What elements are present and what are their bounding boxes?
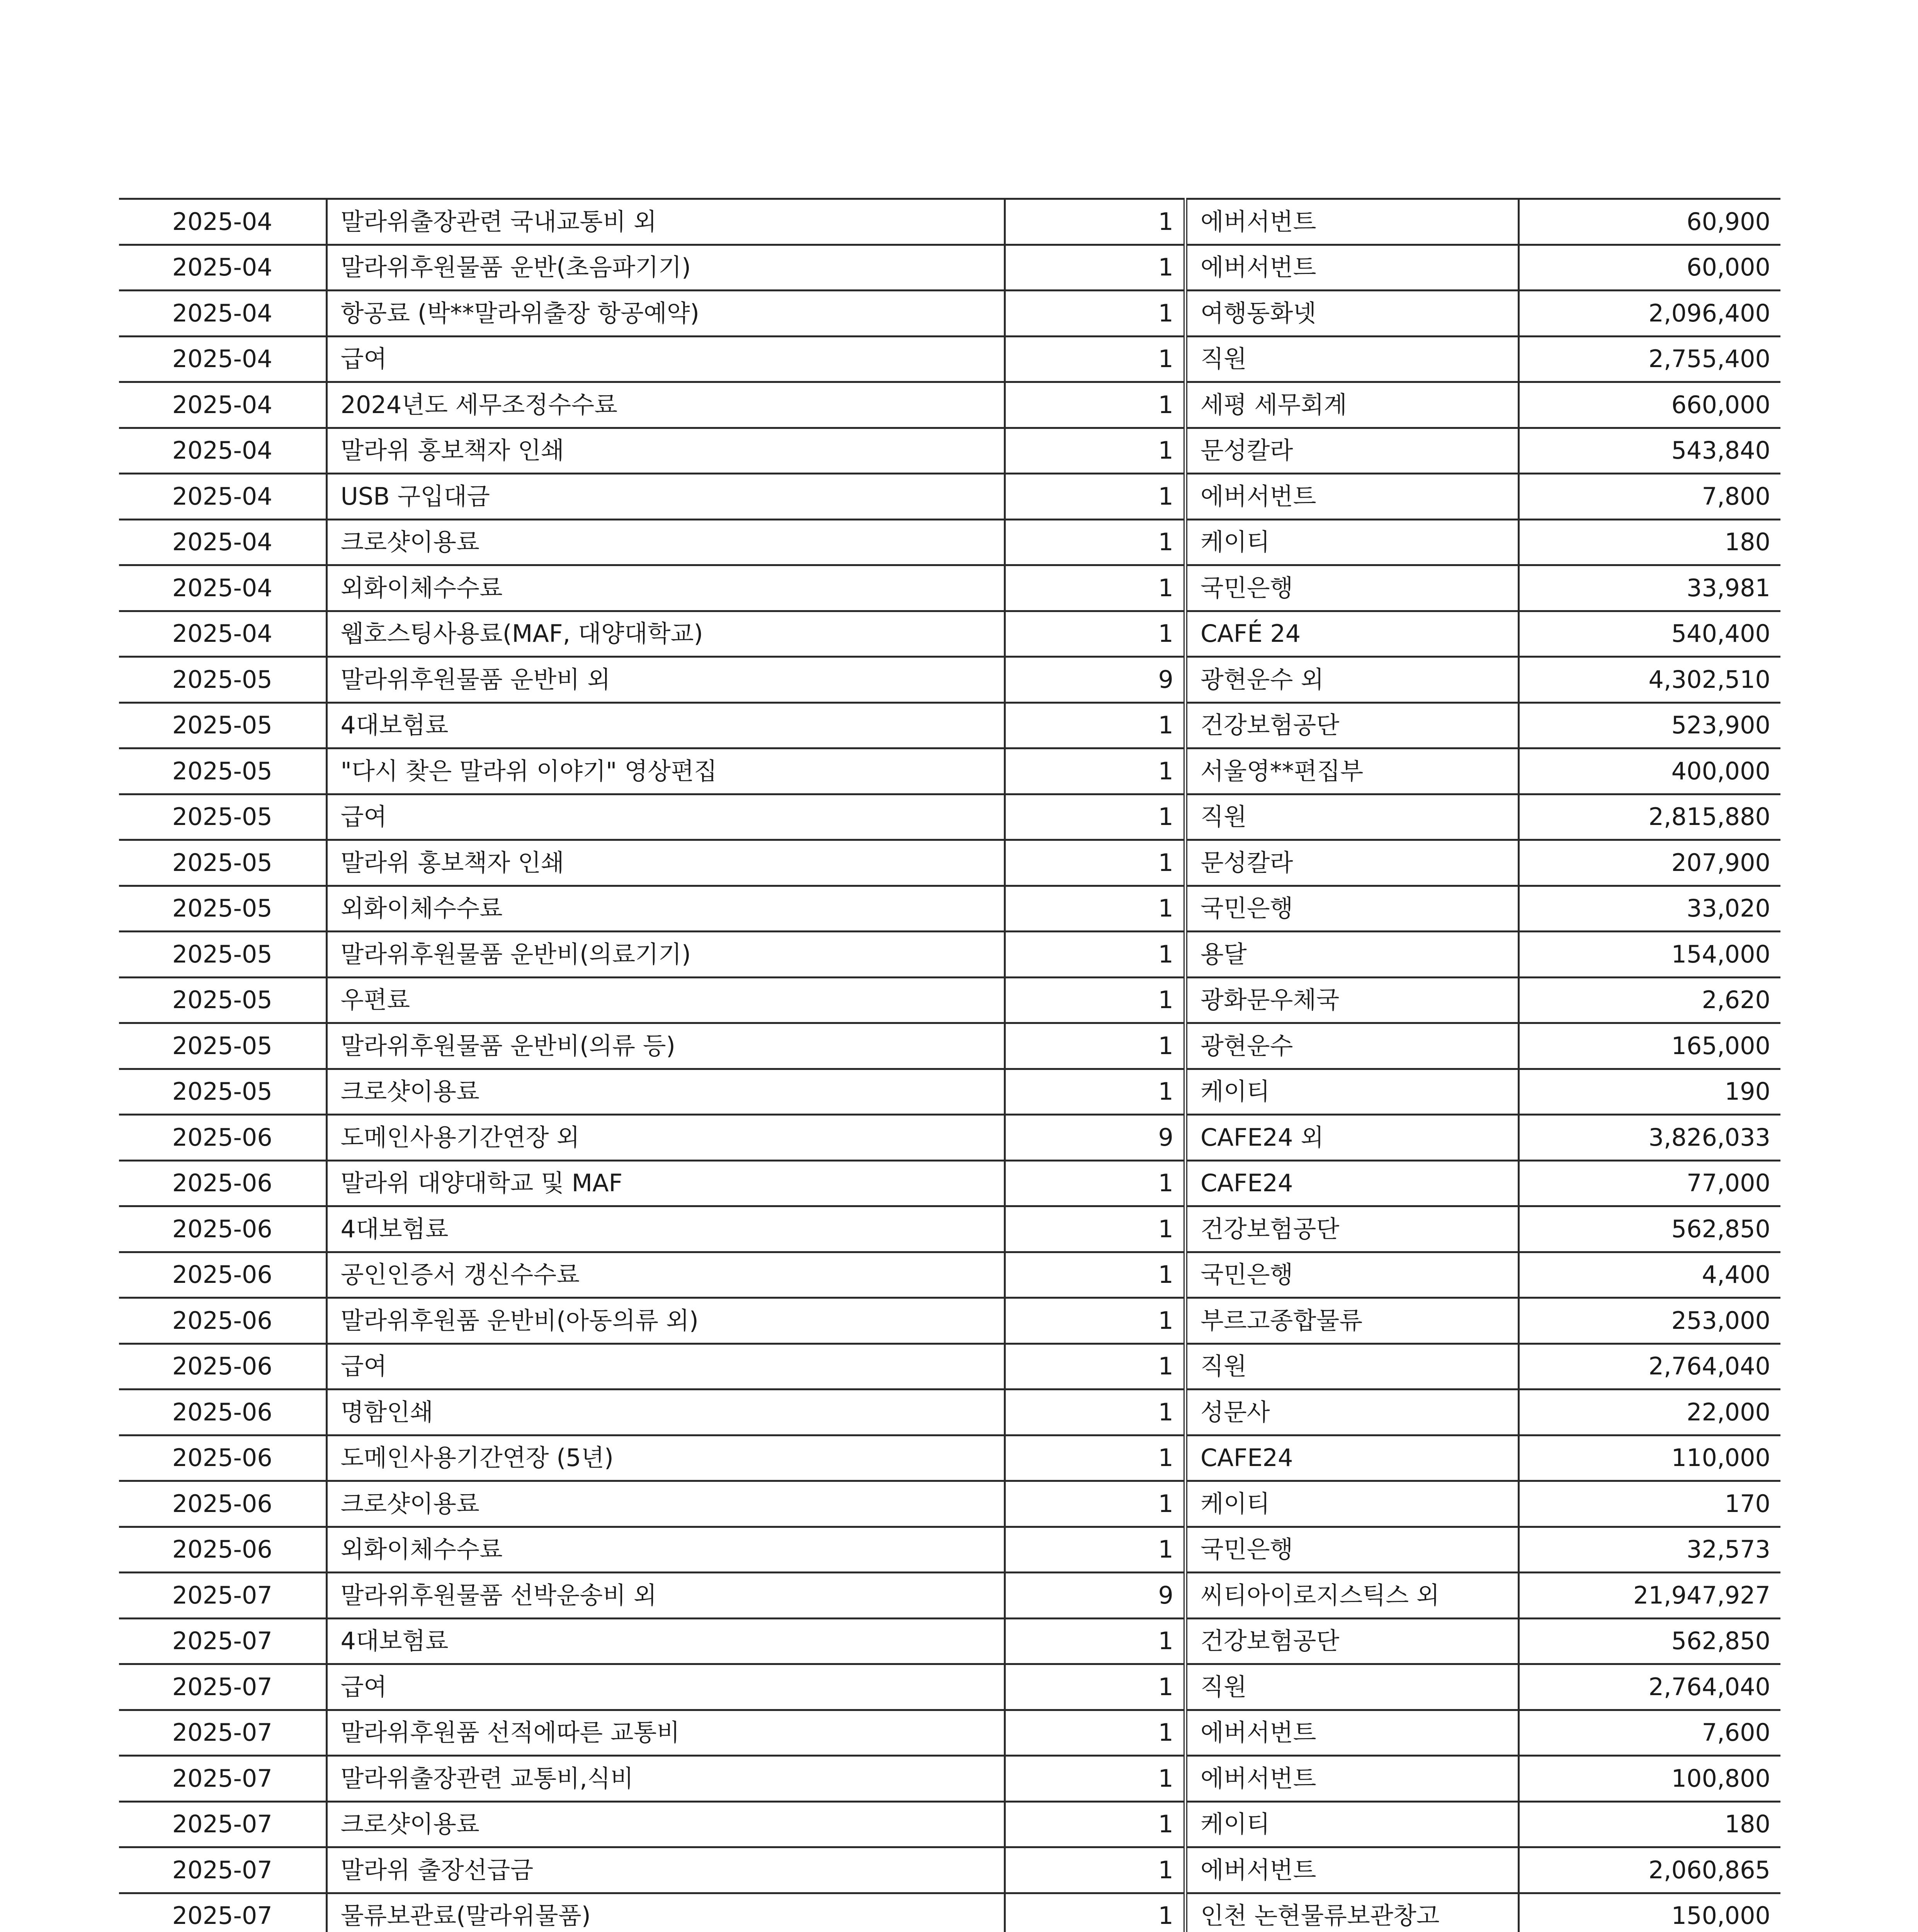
- vendor-cell: 건강보험공단: [1185, 702, 1518, 748]
- month-cell: 2025-04: [119, 291, 326, 337]
- table-row: [119, 794, 1780, 840]
- vendor-cell: 건강보험공단: [1185, 1618, 1518, 1664]
- vendor-cell: 국민은행: [1185, 886, 1518, 932]
- table-row: [119, 1115, 1780, 1161]
- description-cell: 외화이체수수료: [326, 886, 1005, 932]
- amount-cell: 21,947,927: [1518, 1573, 1780, 1619]
- amount-cell: 7,600: [1518, 1710, 1780, 1756]
- description-cell: 말라위후원물품 운반비 외: [326, 657, 1005, 703]
- table-row: [119, 1710, 1780, 1756]
- description-cell: 명함인쇄: [326, 1389, 1005, 1435]
- month-cell: 2025-07: [119, 1710, 326, 1756]
- vendor-cell: 문성칼라: [1185, 840, 1518, 886]
- description-cell: 말라위후원품 운반비(아동의류 외): [326, 1298, 1005, 1344]
- description-cell: 4대보험료: [326, 1618, 1005, 1664]
- count-cell: 1: [1005, 748, 1185, 794]
- table-row: [119, 1527, 1780, 1573]
- description-cell: 항공료 (박**말라위출장 항공예약): [326, 291, 1005, 337]
- amount-cell: 33,981: [1518, 565, 1780, 611]
- table-row: [119, 702, 1780, 748]
- description-cell: 급여: [326, 1344, 1005, 1389]
- count-cell: 1: [1005, 1664, 1185, 1710]
- vendor-cell: 건강보험공단: [1185, 1206, 1518, 1252]
- vendor-cell: 케이티: [1185, 1801, 1518, 1847]
- table-row: [119, 1756, 1780, 1802]
- description-cell: USB 구입대금: [326, 474, 1005, 520]
- count-cell: 1: [1005, 1252, 1185, 1298]
- amount-cell: 2,764,040: [1518, 1344, 1780, 1389]
- count-cell: 1: [1005, 977, 1185, 1023]
- count-cell: 1: [1005, 565, 1185, 611]
- month-cell: 2025-07: [119, 1573, 326, 1619]
- count-cell: 1: [1005, 1298, 1185, 1344]
- description-cell: 말라위 대양대학교 및 MAF: [326, 1160, 1005, 1206]
- amount-cell: 523,900: [1518, 702, 1780, 748]
- count-cell: 1: [1005, 1206, 1185, 1252]
- month-cell: 2025-06: [119, 1344, 326, 1389]
- count-cell: 1: [1005, 245, 1185, 291]
- count-cell: 1: [1005, 382, 1185, 428]
- count-cell: 1: [1005, 1710, 1185, 1756]
- month-cell: 2025-04: [119, 565, 326, 611]
- table-row: [119, 886, 1780, 932]
- amount-cell: 60,900: [1518, 199, 1780, 245]
- description-cell: 말라위출장관련 국내교통비 외: [326, 199, 1005, 245]
- description-cell: 말라위후원물품 운반비(의류 등): [326, 1023, 1005, 1069]
- month-cell: 2025-06: [119, 1298, 326, 1344]
- count-cell: 1: [1005, 1023, 1185, 1069]
- month-cell: 2025-05: [119, 840, 326, 886]
- month-cell: 2025-06: [119, 1206, 326, 1252]
- month-cell: 2025-06: [119, 1252, 326, 1298]
- amount-cell: 562,850: [1518, 1618, 1780, 1664]
- amount-cell: 2,815,880: [1518, 794, 1780, 840]
- vendor-cell: 용달: [1185, 932, 1518, 978]
- amount-cell: 165,000: [1518, 1023, 1780, 1069]
- table-row: [119, 1664, 1780, 1710]
- month-cell: 2025-06: [119, 1160, 326, 1206]
- count-cell: 1: [1005, 1160, 1185, 1206]
- month-cell: 2025-05: [119, 886, 326, 932]
- month-cell: 2025-05: [119, 1069, 326, 1115]
- description-cell: 말라위후원물품 운반(초음파기기): [326, 245, 1005, 291]
- amount-cell: 190: [1518, 1069, 1780, 1115]
- amount-cell: 170: [1518, 1481, 1780, 1527]
- table-row: [119, 1298, 1780, 1344]
- amount-cell: 253,000: [1518, 1298, 1780, 1344]
- amount-cell: 77,000: [1518, 1160, 1780, 1206]
- count-cell: 1: [1005, 932, 1185, 978]
- table-row: [119, 840, 1780, 886]
- count-cell: 9: [1005, 1573, 1185, 1619]
- vendor-cell: 문성칼라: [1185, 428, 1518, 474]
- description-cell: 외화이체수수료: [326, 1527, 1005, 1573]
- amount-cell: 154,000: [1518, 932, 1780, 978]
- count-cell: 1: [1005, 1756, 1185, 1802]
- table-row: [119, 474, 1780, 520]
- amount-cell: 400,000: [1518, 748, 1780, 794]
- table-row: [119, 1618, 1780, 1664]
- month-cell: 2025-05: [119, 977, 326, 1023]
- count-cell: 1: [1005, 1847, 1185, 1893]
- table-row: [119, 199, 1780, 245]
- description-cell: 도메인사용기간연장 외: [326, 1115, 1005, 1161]
- table-row: [119, 1435, 1780, 1481]
- vendor-cell: 직원: [1185, 336, 1518, 382]
- vendor-cell: 광화문우체국: [1185, 977, 1518, 1023]
- table-row: [119, 382, 1780, 428]
- count-cell: 1: [1005, 1481, 1185, 1527]
- table-row: [119, 1573, 1780, 1619]
- vendor-cell: 케이티: [1185, 1481, 1518, 1527]
- month-cell: 2025-07: [119, 1756, 326, 1802]
- amount-cell: 180: [1518, 519, 1780, 565]
- count-cell: 9: [1005, 1115, 1185, 1161]
- description-cell: 공인인증서 갱신수수료: [326, 1252, 1005, 1298]
- month-cell: 2025-07: [119, 1893, 326, 1932]
- month-cell: 2025-04: [119, 428, 326, 474]
- month-cell: 2025-06: [119, 1527, 326, 1573]
- table-row: [119, 1023, 1780, 1069]
- table-row: [119, 565, 1780, 611]
- vendor-cell: 케이티: [1185, 1069, 1518, 1115]
- table-row: [119, 1344, 1780, 1389]
- count-cell: 1: [1005, 886, 1185, 932]
- description-cell: 2024년도 세무조정수수료: [326, 382, 1005, 428]
- count-cell: 1: [1005, 519, 1185, 565]
- table-row: [119, 1893, 1780, 1932]
- month-cell: 2025-07: [119, 1801, 326, 1847]
- month-cell: 2025-05: [119, 702, 326, 748]
- count-cell: 1: [1005, 474, 1185, 520]
- description-cell: 말라위후원물품 운반비(의료기기): [326, 932, 1005, 978]
- month-cell: 2025-06: [119, 1389, 326, 1435]
- month-cell: 2025-05: [119, 932, 326, 978]
- amount-cell: 22,000: [1518, 1389, 1780, 1435]
- table-row: [119, 657, 1780, 703]
- vendor-cell: 직원: [1185, 794, 1518, 840]
- count-cell: 1: [1005, 428, 1185, 474]
- count-cell: 1: [1005, 1069, 1185, 1115]
- vendor-cell: 직원: [1185, 1664, 1518, 1710]
- count-cell: 1: [1005, 199, 1185, 245]
- amount-cell: 7,800: [1518, 474, 1780, 520]
- month-cell: 2025-04: [119, 519, 326, 565]
- table-row: [119, 977, 1780, 1023]
- expense-table: [119, 198, 1780, 1932]
- vendor-cell: CAFE24 외: [1185, 1115, 1518, 1161]
- description-cell: 말라위후원물품 선박운송비 외: [326, 1573, 1005, 1619]
- count-cell: 1: [1005, 1435, 1185, 1481]
- month-cell: 2025-06: [119, 1435, 326, 1481]
- table-row: [119, 1481, 1780, 1527]
- vendor-cell: 에버서번트: [1185, 1756, 1518, 1802]
- vendor-cell: 에버서번트: [1185, 245, 1518, 291]
- table-row: [119, 1160, 1780, 1206]
- month-cell: 2025-04: [119, 474, 326, 520]
- vendor-cell: CAFE24: [1185, 1160, 1518, 1206]
- vendor-cell: 부르고종합물류: [1185, 1298, 1518, 1344]
- vendor-cell: 씨티아이로지스틱스 외: [1185, 1573, 1518, 1619]
- description-cell: 크로샷이용료: [326, 519, 1005, 565]
- vendor-cell: 국민은행: [1185, 1252, 1518, 1298]
- amount-cell: 543,840: [1518, 428, 1780, 474]
- vendor-cell: 여행동화넷: [1185, 291, 1518, 337]
- description-cell: 4대보험료: [326, 1206, 1005, 1252]
- month-cell: 2025-04: [119, 336, 326, 382]
- amount-cell: 180: [1518, 1801, 1780, 1847]
- amount-cell: 4,302,510: [1518, 657, 1780, 703]
- table-row: [119, 1206, 1780, 1252]
- vendor-cell: 에버서번트: [1185, 474, 1518, 520]
- vendor-cell: 케이티: [1185, 519, 1518, 565]
- description-cell: 크로샷이용료: [326, 1801, 1005, 1847]
- table-row: [119, 932, 1780, 978]
- table-row: [119, 1252, 1780, 1298]
- description-cell: 급여: [326, 794, 1005, 840]
- vendor-cell: CAFE24: [1185, 1435, 1518, 1481]
- amount-cell: 207,900: [1518, 840, 1780, 886]
- count-cell: 1: [1005, 1801, 1185, 1847]
- table-row: [119, 1389, 1780, 1435]
- amount-cell: 2,755,400: [1518, 336, 1780, 382]
- month-cell: 2025-04: [119, 611, 326, 657]
- amount-cell: 60,000: [1518, 245, 1780, 291]
- description-cell: 우편료: [326, 977, 1005, 1023]
- count-cell: 1: [1005, 1893, 1185, 1932]
- month-cell: 2025-05: [119, 794, 326, 840]
- amount-cell: 100,800: [1518, 1756, 1780, 1802]
- vendor-cell: 국민은행: [1185, 565, 1518, 611]
- month-cell: 2025-04: [119, 382, 326, 428]
- table-row: [119, 1069, 1780, 1115]
- vendor-cell: 인천 논현물류보관창고: [1185, 1893, 1518, 1932]
- vendor-cell: 에버서번트: [1185, 1847, 1518, 1893]
- month-cell: 2025-05: [119, 657, 326, 703]
- month-cell: 2025-06: [119, 1115, 326, 1161]
- amount-cell: 110,000: [1518, 1435, 1780, 1481]
- count-cell: 1: [1005, 840, 1185, 886]
- table-row: [119, 748, 1780, 794]
- description-cell: 급여: [326, 336, 1005, 382]
- expense-table-body: [119, 199, 1780, 1932]
- vendor-cell: 에버서번트: [1185, 199, 1518, 245]
- count-cell: 1: [1005, 1344, 1185, 1389]
- table-row: [119, 1801, 1780, 1847]
- amount-cell: 33,020: [1518, 886, 1780, 932]
- vendor-cell: 세평 세무회계: [1185, 382, 1518, 428]
- amount-cell: 32,573: [1518, 1527, 1780, 1573]
- description-cell: 크로샷이용료: [326, 1481, 1005, 1527]
- table-row: [119, 245, 1780, 291]
- vendor-cell: CAFÉ 24: [1185, 611, 1518, 657]
- amount-cell: 2,096,400: [1518, 291, 1780, 337]
- month-cell: 2025-06: [119, 1481, 326, 1527]
- count-cell: 1: [1005, 702, 1185, 748]
- count-cell: 1: [1005, 794, 1185, 840]
- count-cell: 1: [1005, 1618, 1185, 1664]
- amount-cell: 540,400: [1518, 611, 1780, 657]
- month-cell: 2025-05: [119, 748, 326, 794]
- amount-cell: 4,400: [1518, 1252, 1780, 1298]
- description-cell: 급여: [326, 1664, 1005, 1710]
- count-cell: 1: [1005, 611, 1185, 657]
- description-cell: "다시 찾은 말라위 이야기" 영상편집: [326, 748, 1005, 794]
- table-row: [119, 336, 1780, 382]
- count-cell: 1: [1005, 1389, 1185, 1435]
- description-cell: 말라위 출장선급금: [326, 1847, 1005, 1893]
- count-cell: 9: [1005, 657, 1185, 703]
- description-cell: 크로샷이용료: [326, 1069, 1005, 1115]
- description-cell: 말라위후원품 선적에따른 교통비: [326, 1710, 1005, 1756]
- vendor-cell: 광현운수: [1185, 1023, 1518, 1069]
- month-cell: 2025-04: [119, 199, 326, 245]
- description-cell: 외화이체수수료: [326, 565, 1005, 611]
- month-cell: 2025-05: [119, 1023, 326, 1069]
- count-cell: 1: [1005, 336, 1185, 382]
- table-row: [119, 519, 1780, 565]
- description-cell: 4대보험료: [326, 702, 1005, 748]
- description-cell: 도메인사용기간연장 (5년): [326, 1435, 1005, 1481]
- table-row: [119, 1847, 1780, 1893]
- vendor-cell: 에버서번트: [1185, 1710, 1518, 1756]
- table-row: [119, 611, 1780, 657]
- month-cell: 2025-07: [119, 1847, 326, 1893]
- table-row: [119, 291, 1780, 337]
- amount-cell: 150,000: [1518, 1893, 1780, 1932]
- amount-cell: 660,000: [1518, 382, 1780, 428]
- description-cell: 말라위 홍보책자 인쇄: [326, 428, 1005, 474]
- amount-cell: 2,620: [1518, 977, 1780, 1023]
- description-cell: 말라위 홍보책자 인쇄: [326, 840, 1005, 886]
- description-cell: 말라위출장관련 교통비,식비: [326, 1756, 1005, 1802]
- description-cell: 웹호스팅사용료(MAF, 대양대학교): [326, 611, 1005, 657]
- description-cell: 물류보관료(말라위물품): [326, 1893, 1005, 1932]
- month-cell: 2025-07: [119, 1664, 326, 1710]
- vendor-cell: 서울영**편집부: [1185, 748, 1518, 794]
- month-cell: 2025-07: [119, 1618, 326, 1664]
- month-cell: 2025-04: [119, 245, 326, 291]
- vendor-cell: 광현운수 외: [1185, 657, 1518, 703]
- table-row: [119, 428, 1780, 474]
- count-cell: 1: [1005, 1527, 1185, 1573]
- amount-cell: 2,060,865: [1518, 1847, 1780, 1893]
- vendor-cell: 직원: [1185, 1344, 1518, 1389]
- amount-cell: 3,826,033: [1518, 1115, 1780, 1161]
- amount-cell: 562,850: [1518, 1206, 1780, 1252]
- count-cell: 1: [1005, 291, 1185, 337]
- vendor-cell: 국민은행: [1185, 1527, 1518, 1573]
- amount-cell: 2,764,040: [1518, 1664, 1780, 1710]
- vendor-cell: 성문사: [1185, 1389, 1518, 1435]
